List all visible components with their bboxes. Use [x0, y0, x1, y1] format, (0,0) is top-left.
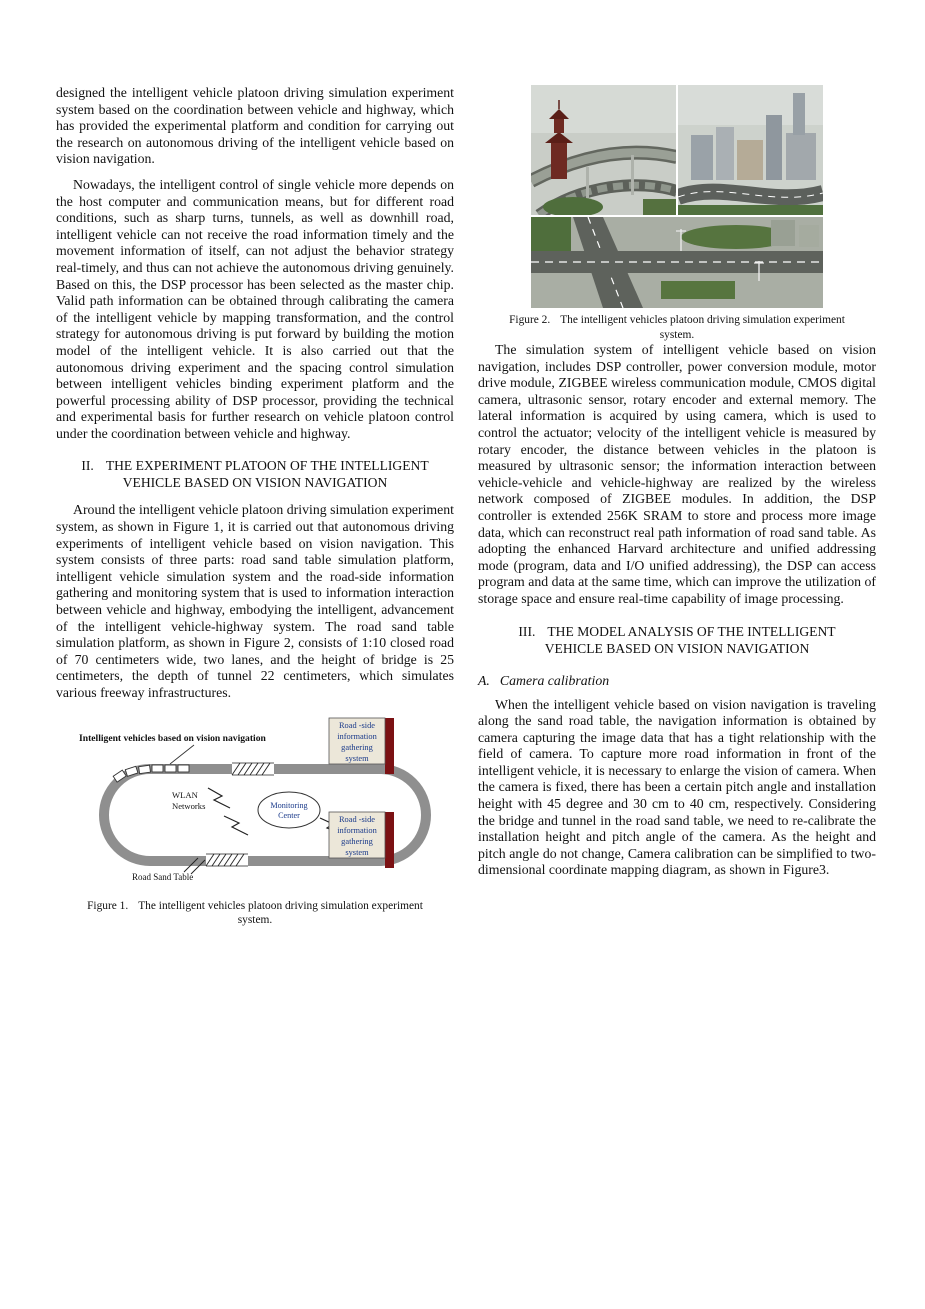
- figure2-photo-top-right: [678, 85, 823, 215]
- svg-text:information: information: [337, 731, 377, 741]
- subsection-heading-a: [478, 673, 876, 689]
- figure2-block: [531, 85, 823, 308]
- paragraph-motivation: Nowadays, the intelligent control of single vehicle more depends on the host computer and communication means, but for different road conditions, such as sharp turns, tunnels, as well as downhill road, intelligent vehicle can not receive the road information timely and the movement information of itself, can not adjust the behavior strategy real-timely, and thus can not achieve the autonomous driving genuinely. Based on this, the DSP processor has been selected as the master chip. Valid path information can be obtained through calibrating the camera of the intelligent vehicle by mapping transformation, and the control strategy for autonomous driving is put forward by building the motion model of the intelligent vehicle. It is also carried out that the autonomous driving experiment and the spacing control simulation between intelligent vehicles binding experiment platform and the powerful processing ability of DSP processor, providing the technical and experimental basis for further research on vehicle platoon control under the coordination between vehicle and highway.: [56, 176, 454, 441]
- figure2-photo-top-left: [531, 85, 677, 217]
- figure1-block: [56, 712, 454, 928]
- svg-text:information: information: [337, 825, 377, 835]
- section-heading-3: [496, 623, 858, 657]
- paragraph-intro-continuation: designed the intelligent vehicle platoon driving simulation experiment system based on the coordination between vehicle and highway, which has provided the experimental platform and condition for carrying out the research on autonomous driving of the intelligent vehicle based on vision navigation.: [56, 85, 454, 167]
- svg-text:gathering: gathering: [341, 742, 373, 752]
- figure1-sand-table-label: Road Sand Table: [132, 871, 194, 882]
- figure1-vehicles-label: Intelligent vehicles based on vision navigation: [79, 732, 266, 744]
- subsection-title: Camera calibration: [499, 672, 610, 688]
- figure2-photo-bottom: [531, 217, 823, 308]
- left-column: [56, 85, 454, 928]
- section-title: THE MODEL ANALYSIS OF THE INTELLIGENT VEHICLE BASED ON VISION NAVIGATION: [544, 623, 836, 656]
- subsection-number: A.: [478, 672, 490, 688]
- section-number: III.: [518, 623, 536, 639]
- svg-text:gathering: gathering: [341, 836, 373, 846]
- figure2-divider-vertical: [676, 85, 678, 215]
- paragraph-simulation-system: The simulation system of intelligent vehicle based on vision navigation, includes DSP controller, power conversion module, motor drive module, ZIGBEE wireless communication module, CMOS digital camera, ultrasonic sensor, rotary encoder and external memory. The lateral information is acquired by using camera, which is used to control the actuator; velocity of the intelligent vehicle is measured by rotary encoder, the distance between vehicles in the platoon is measured by ultrasonic sensor; the information interaction between vehicle-vehicle and vehicle-highway are realized by the wireless network composed of ZIGBEE modules. In addition, the DSP controller is extended 256K SRAM to store and process more image data, which can reconstruct real path information of road sand table. As adopting the enhanced Harvard architecture and unified addressing mode (program, data and I/O unified addressing), the DSP can access program and data at the same time, which can improve the utilization of storage space and ensure real-time capability of image processing.: [478, 342, 876, 606]
- figure2-photo: [531, 85, 823, 308]
- svg-text:Road -side: Road -side: [338, 814, 376, 824]
- figure1-caption: [56, 899, 454, 928]
- section-title: THE EXPERIMENT PLATOON OF THE INTELLIGENT VEHICLE BASED ON VISION NAVIGATION: [105, 458, 429, 491]
- figure1-wlan-label-line1: WLAN: [172, 789, 198, 800]
- svg-text:Road -side: Road -side: [338, 720, 376, 730]
- figure1-monitoring-line1: Monitoring: [270, 800, 308, 810]
- right-column: [478, 85, 876, 888]
- figure1-caption-text: The intelligent vehicles platoon driving simulation experiment system.: [138, 899, 423, 927]
- figure1-diagram: [56, 712, 454, 894]
- figure2-caption-label: Figure 2.: [509, 314, 551, 326]
- figure1-wlan-label-line2: Networks: [172, 800, 206, 811]
- figure2-caption-text: The intelligent vehicles platoon driving simulation experiment system.: [560, 314, 845, 341]
- paragraph-experiment-platform: Around the intelligent vehicle platoon driving simulation experiment system, as shown in Figure 1, it is carried out that autonomous driving experiments of intelligent vehicle based on vision navigation. This system consists of three parts: road sand table simulation platform, intelligent vehicle simulation system and the road-side information gathering and monitoring system that is used to information interaction between vehicle and highway, embodying the intelligent, advancement of the intelligent vehicle-highway system. The road sand table simulation platform, as shown in Figure 2, consists of 1:10 closed road of 70 centimeters wide, two lanes, and the height of bridge is 25 centimeters, the depth of tunnel 22 centimeters, which simulates various freeway infrastructures.: [56, 502, 454, 700]
- figure1-bridge-bottom: [206, 854, 248, 866]
- figure1-monitoring-line2: Center: [278, 810, 300, 820]
- figure1-monitoring-ellipse: [258, 792, 320, 828]
- figure1-label-pointer: [170, 745, 194, 764]
- figure2-divider-horizontal: [531, 215, 823, 217]
- section-heading-2: [74, 457, 436, 491]
- figure1-bridge-top: [232, 763, 274, 775]
- figure1-caption-label: Figure 1.: [87, 899, 129, 912]
- section-number: II.: [81, 458, 94, 474]
- svg-text:system: system: [345, 753, 369, 763]
- paragraph-camera-calibration: When the intelligent vehicle based on vision navigation is traveling along the sand road table, the navigation information is obtained by camera capturing the image data that has a tight relationship with the field of camera. To capture more road information in front of the intelligent vehicle, it is necessary to enlarge the vision of camera. When the camera is fixed, there has been a certain pitch angle and installation height with 45 degree and 30 cm to 40 cm, respectively. Considering the bridge and tunnel in the road sand table, we need to re-calibrate the installation height and pitch angle of the camera. As the height and pitch angle do not change, Camera calibration can be simplified to two-dimensional coordinate mapping diagram, as shown in Figure3.: [478, 696, 876, 878]
- figure2-caption: [478, 313, 876, 342]
- svg-text:system: system: [345, 847, 369, 857]
